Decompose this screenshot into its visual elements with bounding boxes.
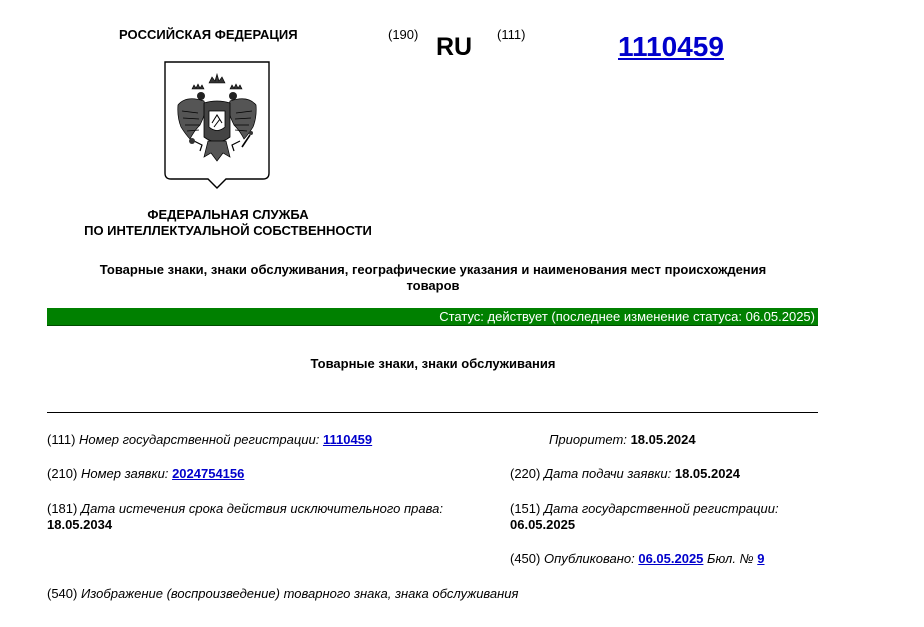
field-label: Дата истечения срока действия исключительного права: xyxy=(80,501,443,516)
field-code: (111) xyxy=(47,432,76,447)
field-label: Дата государственной регистрации: xyxy=(543,501,779,516)
field-label: Номер государственной регистрации: xyxy=(79,432,320,447)
field-label: Опубликовано: xyxy=(543,551,635,566)
field-code: (181) xyxy=(47,501,78,516)
category-line-2: товаров xyxy=(406,278,460,293)
field-label: Номер заявки: xyxy=(80,466,169,481)
field-filing-date xyxy=(510,466,740,481)
application-number-link[interactable]: 2024754156 xyxy=(172,466,245,481)
field-registration-number xyxy=(47,432,372,447)
coat-of-arms-icon xyxy=(164,61,270,192)
priority-date: 18.05.2024 xyxy=(630,432,696,447)
field-label: Дата подачи заявки: xyxy=(543,466,672,481)
field-application-number xyxy=(47,466,244,481)
field-trademark-image xyxy=(47,586,518,601)
agency-line-2: ПО ИНТЕЛЛЕКТУАЛЬНОЙ СОБСТВЕННОСТИ xyxy=(84,223,372,238)
field-label: Приоритет: xyxy=(549,432,627,447)
field-label: Изображение (воспроизведение) товарного знака, знака обслуживания xyxy=(80,586,519,601)
field-priority xyxy=(549,432,696,447)
registration-date: 06.05.2025 xyxy=(510,517,576,532)
registration-number-link[interactable]: 1110459 xyxy=(322,432,373,447)
field-code: (540) xyxy=(47,586,78,601)
divider xyxy=(47,412,818,413)
field-code: (450) xyxy=(510,551,541,566)
registry-category xyxy=(47,262,819,294)
bulletin-label: Бюл. № xyxy=(707,551,754,566)
field-published xyxy=(510,551,765,566)
status-text: Статус: действует (последнее изменение статуса: 06.05.2025) xyxy=(439,309,815,324)
agency-name xyxy=(40,207,416,239)
agency-line-1: ФЕДЕРАЛЬНАЯ СЛУЖБА xyxy=(147,207,309,222)
code-190: (190) xyxy=(388,27,419,42)
publication-date-link[interactable]: 06.05.2025 xyxy=(638,551,704,566)
field-expiry-date xyxy=(47,501,443,533)
bulletin-number-link[interactable]: 9 xyxy=(757,551,765,566)
country-code: RU xyxy=(436,33,473,61)
code-111: (111) xyxy=(497,27,526,42)
field-registration-date xyxy=(510,501,779,533)
status-bar xyxy=(47,308,818,326)
country-name: РОССИЙСКАЯ ФЕДЕРАЦИЯ xyxy=(119,27,298,42)
category-line-1: Товарные знаки, знаки обслуживания, географические указания и наименования мест происхождения xyxy=(99,262,767,277)
filing-date: 18.05.2024 xyxy=(674,466,740,481)
expiry-date: 18.05.2034 xyxy=(47,517,113,532)
section-title: Товарные знаки, знаки обслуживания xyxy=(310,356,556,371)
field-code: (151) xyxy=(510,501,541,516)
field-code: (210) xyxy=(47,466,78,481)
document-number-link[interactable]: 1110459 xyxy=(618,31,724,62)
field-code: (220) xyxy=(510,466,541,481)
